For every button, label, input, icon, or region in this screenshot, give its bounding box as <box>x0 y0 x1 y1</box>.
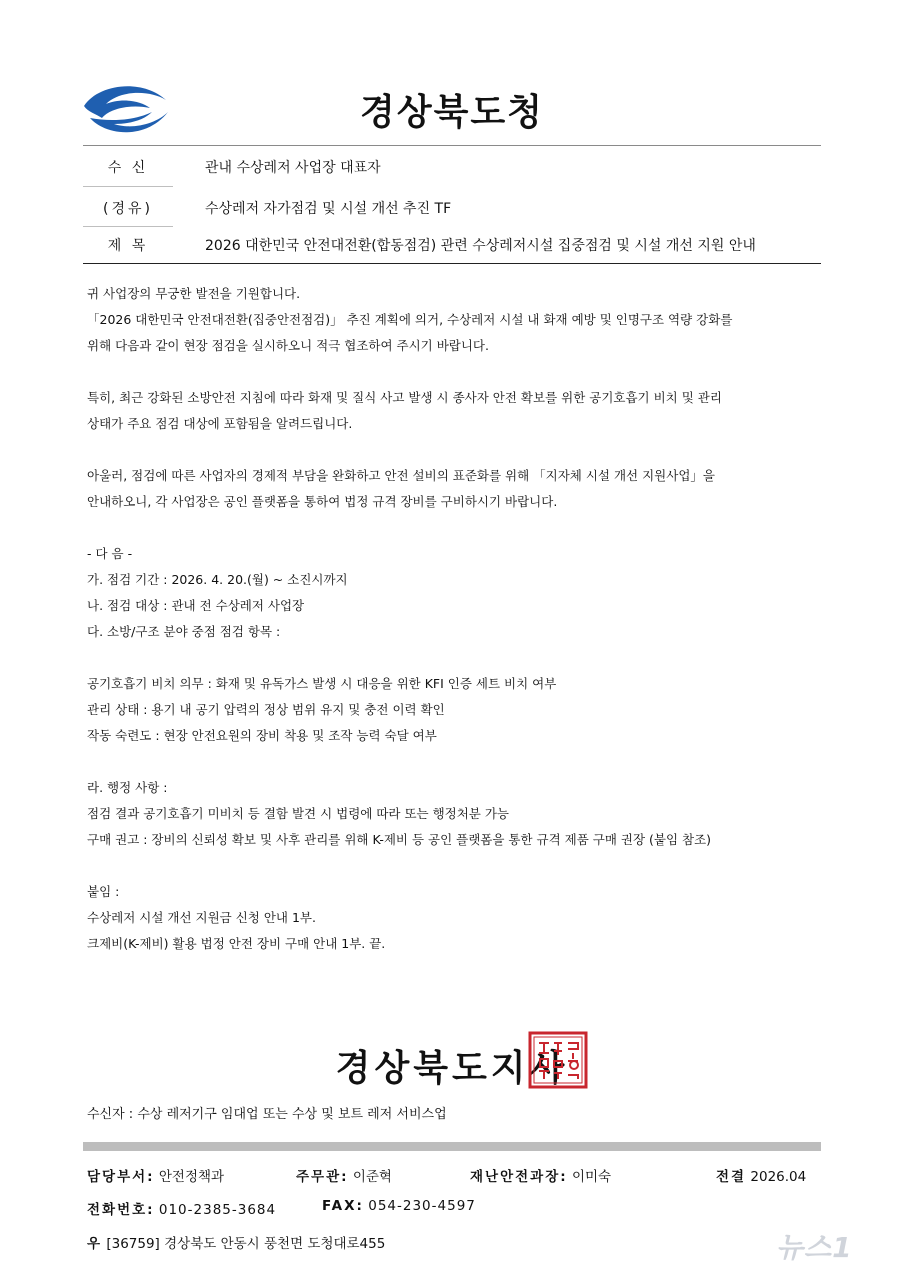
via-value: 수상레저 자가점검 및 시설 개선 추진 TF <box>205 201 452 217</box>
subject-value: 2026 대한민국 안전대전환(합동점검) 관련 수상레저시설 집중점검 및 시설 개선 지원 안내 <box>205 238 756 254</box>
footer-gray-bar <box>83 1142 821 1151</box>
body-line: 다. 소방/구조 분야 중점 점검 항목 : <box>87 624 281 639</box>
dept-value: 안전정책과 <box>158 1169 225 1185</box>
director-field <box>470 1165 611 1185</box>
director-value: 이미숙 <box>571 1169 612 1185</box>
header-row-via <box>83 188 821 228</box>
recipient-label: 수 신 <box>107 160 149 176</box>
body-line: 라. 행정 사항 : <box>87 780 168 795</box>
body-line: 귀 사업장의 무궁한 발전을 기원합니다. <box>87 286 301 301</box>
watermark-text: 뉴스1 <box>776 1231 853 1264</box>
officer-field <box>296 1165 392 1185</box>
signature-name: 경상북도지사 <box>335 1048 569 1089</box>
dept-field <box>87 1165 224 1185</box>
body-line: 크제비(K-제비) 활용 법정 안전 장비 구매 안내 1부. 끝. <box>87 936 386 951</box>
address-field <box>87 1232 385 1252</box>
body-line: 구매 권고 : 장비의 신뢰성 확보 및 사후 관리를 위해 K-제비 등 공인 플랫폼을 통한 규격 제품 구매 권장 (붙임 참조) <box>87 832 712 847</box>
body-line: 관리 상태 : 용기 내 공기 압력의 정상 범위 유지 및 충전 이력 확인 <box>87 702 445 717</box>
phone-value: 010-2385-3684 <box>158 1202 277 1218</box>
approval-value: 2026.04 <box>750 1169 807 1185</box>
recipient-value: 관내 수상레저 사업장 대표자 <box>205 160 381 176</box>
approval-label: 전결 <box>716 1169 747 1185</box>
subject-label: 제 목 <box>107 238 149 254</box>
body-line: 위해 다음과 같이 현장 점검을 실시하오니 적극 협조하여 주시기 바랍니다. <box>87 338 489 353</box>
director-label: 재난안전과장: <box>470 1169 568 1185</box>
header-row-recipient <box>83 147 821 187</box>
header-row-subject <box>83 225 821 265</box>
body-line <box>87 749 817 775</box>
via-label: (경유) <box>103 201 153 217</box>
body-line: 붙임 : <box>87 884 120 899</box>
fax-value: 054-230-4597 <box>368 1198 476 1214</box>
row-divider <box>83 186 173 187</box>
body-line <box>87 645 817 671</box>
org-title: 경상북도청 <box>360 92 544 133</box>
phone-label: 전화번호: <box>87 1202 155 1218</box>
officer-label: 주무관: <box>296 1169 349 1185</box>
official-seal-icon <box>528 1031 588 1089</box>
body-line <box>87 515 817 541</box>
approval-field <box>716 1165 806 1185</box>
phone-field <box>87 1198 276 1218</box>
body-line: 점검 결과 공기호흡기 미비치 등 결함 발견 시 법령에 따라 또는 행정처분 가능 <box>87 806 510 821</box>
body-line: 상태가 주요 점검 대상에 포함됨을 알려드립니다. <box>87 416 353 431</box>
body-line <box>87 437 817 463</box>
body-line: 「2026 대한민국 안전대전환(집중안전점검)」 추진 계획에 의거, 수상레저 시설 내 화재 예방 및 인명구조 역량 강화를 <box>87 312 733 327</box>
body-line: 작동 숙련도 : 현장 안전요원의 장비 착용 및 조작 능력 숙달 여부 <box>87 728 437 743</box>
fax-field <box>322 1198 476 1214</box>
document-body <box>87 281 817 957</box>
body-line: 아울러, 점검에 따른 사업자의 경제적 부담을 완화하고 안전 설비의 표준화를 위해 「지자체 시설 개선 지원사업」을 <box>87 468 715 483</box>
address-value: [36759] 경상북도 안동시 풍천면 도청대로455 <box>106 1236 386 1252</box>
header-bottom-rule <box>83 263 821 264</box>
header-divider <box>83 145 821 146</box>
body-line: 특히, 최근 강화된 소방안전 지침에 따라 화재 및 질식 사고 발생 시 종사자 안전 확보를 위한 공기호흡기 비치 및 관리 <box>87 390 722 405</box>
dept-label: 담당부서: <box>87 1169 155 1185</box>
body-line: - 다 음 - <box>87 546 133 561</box>
body-line: 안내하오니, 각 사업장은 공인 플랫폼을 통하여 법정 규격 장비를 구비하시기 바랍니다. <box>87 494 558 509</box>
body-line <box>87 853 817 879</box>
body-line: 가. 점검 기간 : 2026. 4. 20.(월) ~ 소진시까지 <box>87 572 348 587</box>
body-line: 나. 점검 대상 : 관내 전 수상레저 사업장 <box>87 598 305 613</box>
officer-value: 이준혁 <box>352 1169 392 1185</box>
recipients-line: 수신자 : 수상 레저기구 임대업 또는 수상 및 보트 레저 서비스업 <box>87 1107 447 1122</box>
body-line <box>87 359 817 385</box>
body-line: 수상레저 시설 개선 지원금 신청 안내 1부. <box>87 910 316 925</box>
news1-watermark <box>776 1220 894 1264</box>
address-label: 우 <box>87 1236 103 1252</box>
body-line: 공기호흡기 비치 의무 : 화재 및 유독가스 발생 시 대응을 위한 KFI 인증 세트 비치 여부 <box>87 676 557 691</box>
fax-label: FAX: <box>322 1198 364 1214</box>
